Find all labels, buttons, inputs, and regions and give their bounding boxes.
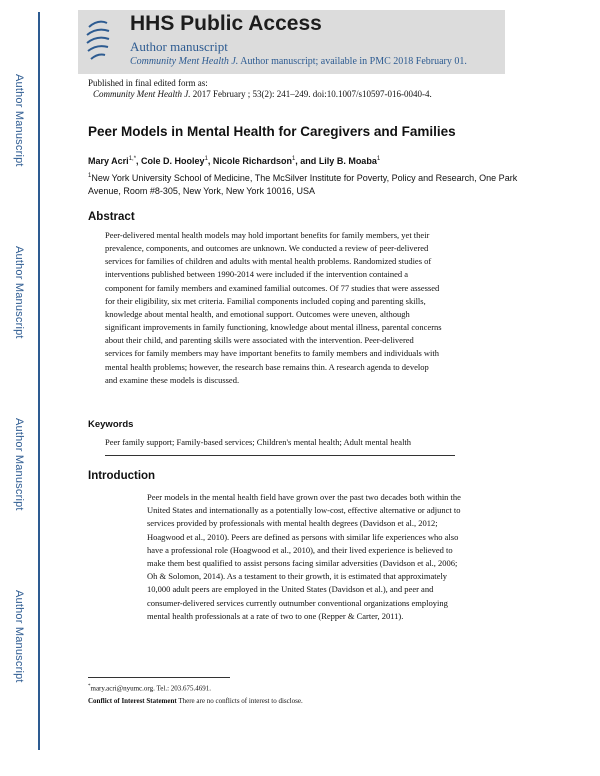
introduction-heading: Introduction (88, 470, 156, 482)
author-separator: , and (295, 156, 319, 166)
conflict-of-interest (88, 697, 303, 705)
sidebar-rule (38, 12, 40, 750)
citation-details: 2017 February ; 53(2): 241–249. doi:10.1007/s10597-016-0040-4. (190, 89, 432, 99)
abstract-line: services for families of children and adults with mental health problems. Randomized studies of (105, 256, 432, 267)
keywords-list: Peer family support; Family-based services; Children's mental health; Adult mental health (105, 437, 412, 447)
abstract-line: significant improvements in family functioning, knowledge about mental illness, parental concerns (105, 322, 442, 333)
abstract-line: mental health problems; however, the research base remains thin. A research agenda to develop (105, 361, 429, 372)
journal-name: Community Ment Health J. (130, 56, 239, 67)
abstract-line: component for family members and examined familial outcomes. Of 77 studies that were assessed (105, 282, 440, 293)
sidebar-label: Author Manuscript (13, 417, 25, 511)
hhs-eagle-logo-icon (83, 15, 113, 67)
introduction-line: make them best qualified to assist persons facing similar adversities (Davidson et al., 2006; (147, 558, 458, 569)
abstract-line: prevalence, components, and outcomes are unknown. We conducted a review of peer-delivered (105, 243, 429, 254)
abstract-heading: Abstract (88, 211, 135, 223)
affiliation-sup: 1 (88, 173, 92, 179)
paper-title: Peer Models in Mental Health for Caregivers and Families (88, 124, 456, 139)
abstract-line: and examine these models is discussed. (105, 374, 240, 385)
author-name: Nicole Richardson (212, 156, 292, 166)
introduction-line: Peer models in the mental health field have grown over the past two decades both within the (147, 492, 461, 502)
author-list (88, 156, 380, 166)
abstract-line: about their child, and parenting skills were associated with the intervention. Peer-delivered (105, 335, 414, 346)
introduction-line: have a professional role (Hoagwood et al., 2010), and their lived experience is believed to (147, 544, 453, 555)
citation (93, 89, 432, 99)
citation-journal: Community Ment Health J. (93, 89, 191, 99)
abstract-body (105, 229, 510, 387)
author-separator: , (136, 156, 142, 166)
introduction-line: services provided by professionals with mental health degrees (Davidson et al., 2012; (147, 518, 438, 529)
sidebar-label: Author Manuscript (13, 73, 25, 167)
introduction-line: consumer-delivered services currently outnumber conventional organizations employing (147, 597, 448, 608)
keywords-divider (105, 455, 455, 456)
affiliation-text: New York University School of Medicine, The McSilver Institute for Poverty, Policy and Research, One Park Avenue, Room #8-305, New York, New York 10016, USA (88, 173, 518, 196)
author-separator: , (207, 156, 213, 166)
author-name: Mary Acri (88, 156, 129, 166)
published-in-label: Published in final edited form as: (88, 78, 208, 88)
author-manuscript-label: Author manuscript (130, 39, 228, 54)
availability-text: Author manuscript; available in PMC 2018 February 01. (238, 56, 467, 67)
email-link[interactable]: mary.acri@nyumc.org. Tel.: 203.675.4691. (90, 684, 212, 693)
abstract-line: interventions published between 1990-2014 were included if the intervention contained a (105, 269, 409, 280)
coi-text: There are no conflicts of interest to disclose. (176, 697, 303, 705)
sidebar-label: Author Manuscript (13, 589, 25, 683)
introduction-line: Oh & Solomon, 2014). As a testament to their growth, it is estimated that approximately (147, 571, 448, 582)
coi-label: Conflict of Interest Statement (88, 697, 177, 705)
author-sup: 1 (204, 156, 208, 162)
abstract-line: Peer-delivered mental health models may hold important benefits for family members, yet their (105, 230, 430, 240)
availability-line (130, 56, 467, 67)
affiliation (88, 170, 528, 198)
abstract-line: knowledge about mental health, and emotional support. Outcomes were uneven, although (105, 308, 410, 319)
corresponding-author-footnote (88, 684, 211, 692)
author-sup: 1,* (128, 156, 137, 162)
author-sup: 1 (376, 156, 381, 162)
author-sup: 1 (291, 156, 296, 162)
footnote-divider (88, 677, 230, 678)
sidebar-label: Author Manuscript (13, 245, 25, 339)
hhs-public-access-title: HHS Public Access (130, 12, 322, 35)
introduction-body (147, 491, 513, 623)
footnote-marker: * (88, 684, 91, 689)
author-name: Lily B. Moaba (318, 156, 377, 166)
keywords-heading: Keywords (88, 419, 134, 430)
introduction-line: United States and internationally as a potentially low-cost, effective alternative or adjunct to (147, 505, 461, 516)
abstract-line: services for family members may have important benefits to family members and individuals with (105, 348, 440, 359)
introduction-line: 10,000 adult peers are employed in the United States (Davidson et al.), and peer and (147, 584, 434, 595)
introduction-line: mental health professionals at a rate of two to one (Repper & Carter, 2011). (147, 610, 404, 621)
author-name: Cole D. Hooley (141, 156, 205, 166)
abstract-line: for their eligibility, six met criteria. Familial components included coping and parenting skills, (105, 295, 426, 306)
introduction-line: Hoagwood et al., 2010). Peers are defined as persons with similar life experiences who also (147, 531, 459, 542)
